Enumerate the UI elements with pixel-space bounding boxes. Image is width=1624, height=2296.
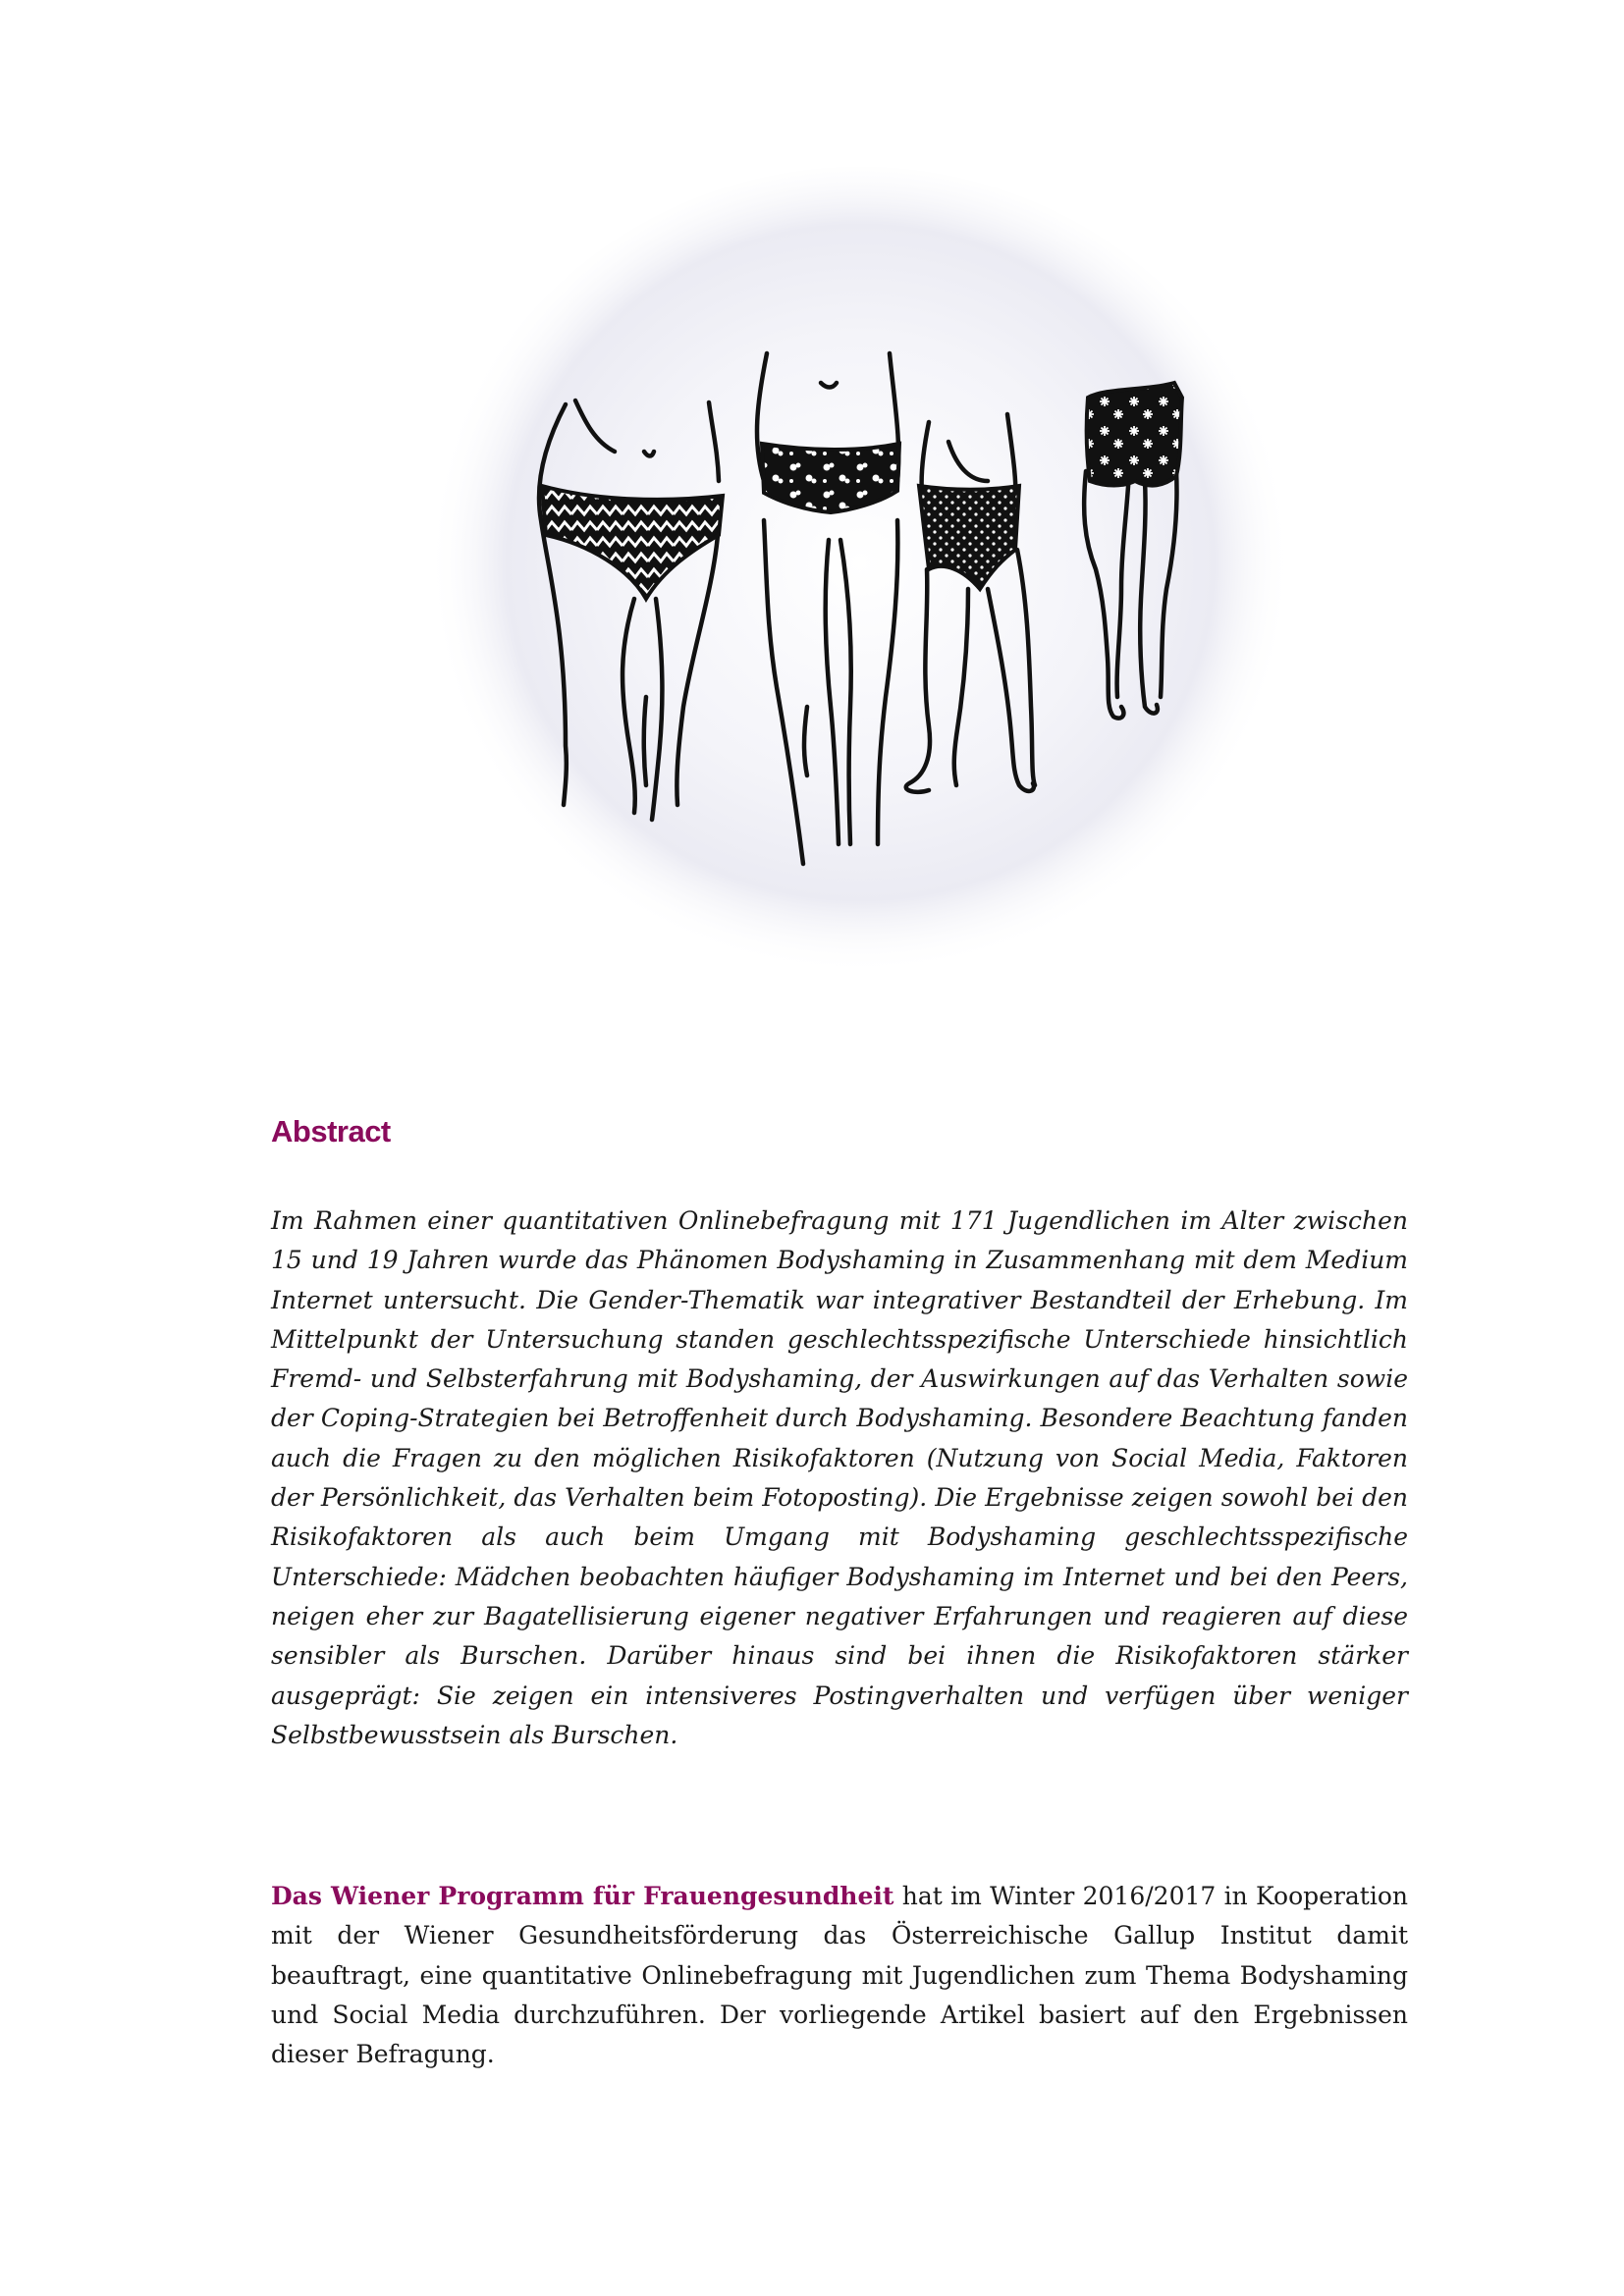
legs-drawing-icon: [418, 157, 1302, 1001]
header-illustration: [418, 157, 1302, 1001]
organization-name: Das Wiener Programm für Frauengesundheit: [271, 1882, 894, 1910]
intro-text: hat im Winter 2016/2017 in Kooperation mit der Wiener Gesundheitsförderung das Österreichische Gallup Institut damit beauftragt, eine quantitative Onlinebefragung mit Jugendlichen zum Thema Bodyshaming und Social Media durchzuführen. Der vorliegende Artikel basiert auf den Ergebnissen dieser Befragung.: [271, 1882, 1408, 2069]
abstract-text: Im Rahmen einer quantitativen Onlinebefragung mit 171 Jugendlichen im Alter zwischen 15 und 19 Jahren wurde das Phänomen Bodyshaming in Zusammenhang mit dem Medium Internet untersucht. Die Gender-Thematik war integrativer Bestandteil der Erhebung. Im Mittelpunkt der Untersuchung standen geschlechtsspezifische Unterschiede hinsichtlich Fremd- und Selbsterfahrung mit Bodyshaming, der Auswirkungen auf das Verhalten sowie der Coping-Strategien bei Betroffenheit durch Bodyshaming. Besondere Beachtung fanden auch die Fragen zu den möglichen Risikofaktoren (Nutzung von Social Media, Faktoren der Persönlichkeit, das Verhalten beim Fotoposting). Die Ergebnisse zeigen sowohl bei den Risikofaktoren als auch beim Umgang mit Bodyshaming geschlechtsspezifische Unterschiede: Mädchen beobachten häufiger Bodyshaming im Internet und bei den Peers, neigen eher zur Bagatellisierung eigener negativer Erfahrungen und reagieren auf diese sensibler als Burschen. Darüber hinaus sind bei ihnen die Risikofaktoren stärker ausgeprägt: Sie zeigen ein intensiveres Postingverhalten und verfügen über weniger Selbstbewusstsein als Burschen.: [271, 1206, 1408, 1749]
intro-paragraph: [271, 1877, 1408, 2074]
abstract-heading: Abstract: [271, 1114, 391, 1148]
